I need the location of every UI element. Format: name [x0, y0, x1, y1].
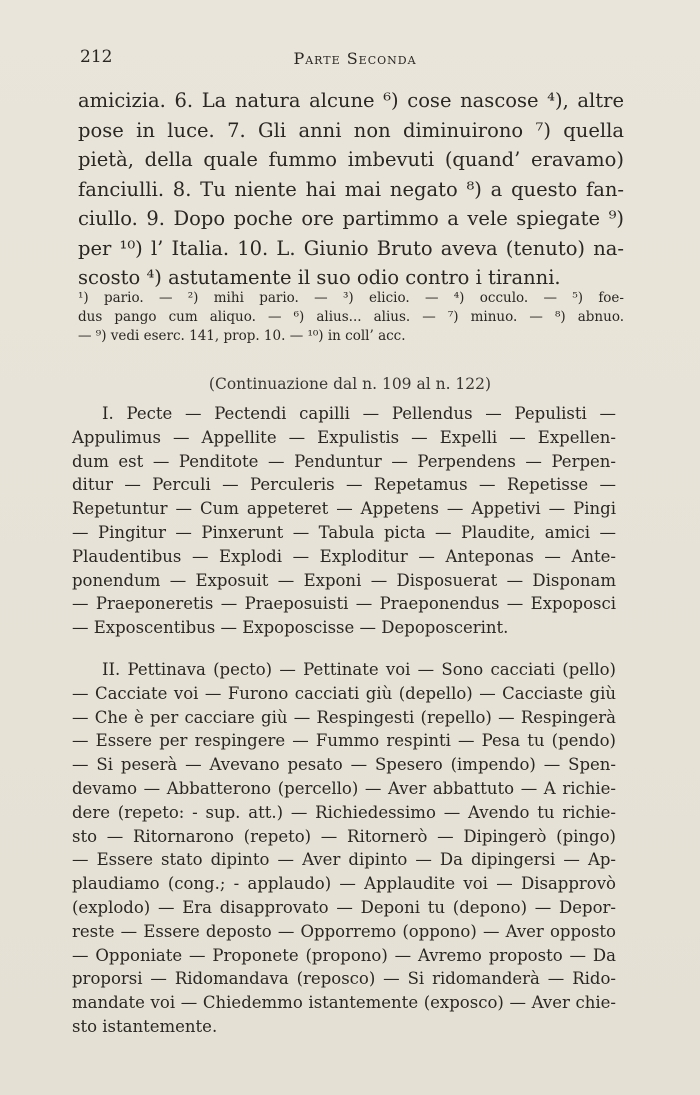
exercise-line: — Che è per cacciare giù — Respingesti (repello) — Respingerà — [72, 707, 616, 727]
exercise-latin — [72, 402, 616, 640]
text-line: pietà, della quale fummo imbevuti (quand’ eravamo) — [78, 148, 624, 171]
section-title: (Continuazione dal n. 109 al n. 122) — [208, 375, 492, 393]
exercise-line: — Cacciate voi — Furono cacciati giù (depello) — Cacciaste giù — [72, 683, 616, 703]
page-header — [80, 47, 630, 77]
exercise-line: ponendum — Exposuit — Exponi — Disposuerat — Disponam — [72, 570, 616, 590]
exercise-line: — Praeponeretis — Praeposuisti — Praeponendus — Expoposci — [72, 594, 616, 614]
exercise-line: — Si peserà — Avevano pesato — Spesero (impendo) — Spen- — [72, 755, 616, 775]
exercise-line: — Pingitur — Pinxerunt — Tabula picta — Plaudite, amici — — [72, 522, 616, 542]
footnotes — [78, 289, 624, 346]
text-line: pose in luce. 7. Gli anni non diminuirono ⁷) quella — [78, 118, 624, 142]
exercise-line: (explodo) — Era disapprovato — Deponi tu (depono) — Depor- — [72, 897, 616, 917]
page-number: 212 — [80, 47, 113, 67]
exercise-line: — Opponiate — Proponete (propono) — Avremo proposto — Da — [72, 945, 616, 965]
exercise-line: — Essere stato dipinto — Aver dipinto — Da dipingersi — Ap- — [72, 850, 616, 870]
exercise-line: ditur — Perculi — Perculeris — Repetamus — Repetisse — — [72, 475, 616, 495]
exercise-line: II. Pettinava (pecto) — Pettinate voi — Sono cacciati (pello) — [102, 660, 616, 679]
running-title: Parte Seconda — [293, 49, 417, 68]
body-paragraph — [78, 86, 624, 293]
exercise-line: sto — Ritornarono (repeto) — Ritornerò — Dipingerò (pingo) — [72, 826, 616, 846]
exercise-line: devamo — Abbatterono (percello) — Aver abbattuto — A richie- — [72, 778, 616, 798]
footnote-line: dus pango cum aliquo. — ⁶) alius... alius. — ⁷) minuo. — ⁸) abnuo. — [78, 309, 624, 325]
exercise-line: Appulimus — Appellite — Expulistis — Expelli — Expellen- — [72, 427, 616, 447]
exercise-line: — Essere per respingere — Fummo respinti — Pesa tu (pendo) — [72, 731, 616, 751]
text-line: ciullo. 9. Dopo poche ore partimmo a vele spiegate ⁹) — [78, 207, 624, 230]
exercise-line: reste — Essere deposto — Opporremo (oppono) — Aver opposto — [72, 921, 616, 941]
exercise-line: I. Pecte — Pectendi capilli — Pellendus — Pepulisti — — [102, 404, 616, 423]
exercise-line: mandate voi — Chiedemmo istantemente (exposco) — Aver chie- — [72, 993, 616, 1013]
text-line: scosto ⁴) astutamente il suo odio contro i tiranni. — [78, 266, 561, 289]
exercise-line: Repetuntur — Cum appeteret — Appetens — Appetivi — Pingi — [72, 499, 616, 519]
footnote-line: ¹) pario. — ²) mihi pario. — ³) elicio. — ⁴) occulo. — ⁵) foe- — [78, 290, 624, 306]
exercise-line: dere (repeto: - sup. att.) — Richiedessimo — Avendo tu richie- — [72, 802, 616, 822]
exercise-line: plaudiamo (cong.; - applaudo) — Applaudite voi — Disapprovò — [72, 874, 616, 894]
exercise-line: proporsi — Ridomandava (reposco) — Si ridomanderà — Rido- — [72, 969, 616, 989]
footnote-line: — ⁹) vedi eserc. 141, prop. 10. — ¹⁰) in coll’ acc. — [78, 328, 406, 344]
exercise-line: dum est — Penditote — Penduntur — Perpendens — Perpen- — [72, 451, 616, 471]
text-line: per ¹⁰) l’ Italia. 10. L. Giunio Bruto aveva (tenuto) na- — [78, 236, 624, 260]
exercise-italian — [72, 658, 616, 1039]
exercise-line: Plaudentibus — Explodi — Exploditur — Anteponas — Ante- — [72, 546, 616, 566]
exercise-line: — Exposcentibus — Expoposcisse — Depoposcerint. — [72, 618, 509, 638]
text-line: amicizia. 6. La natura alcune ⁶) cose nascose ⁴), altre — [78, 89, 624, 112]
text-line: fanciulli. 8. Tu niente hai mai negato ⁸) a questo fan- — [78, 177, 624, 201]
exercise-line: sto istantemente. — [72, 1016, 218, 1036]
